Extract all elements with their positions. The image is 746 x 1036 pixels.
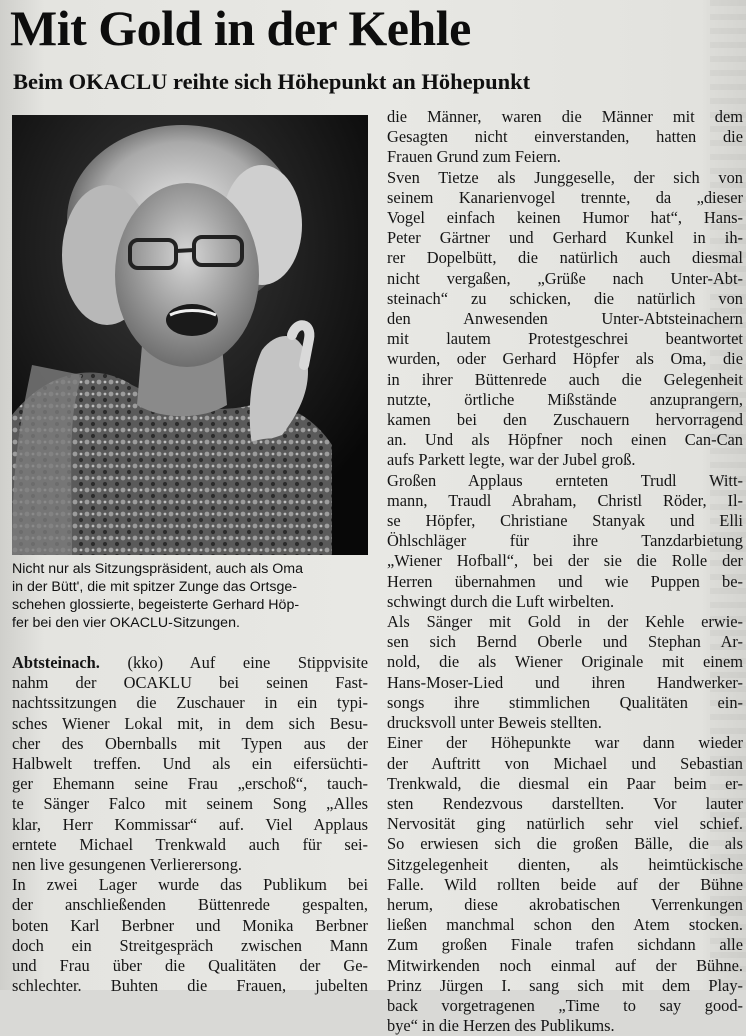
article-body-right-column xyxy=(387,107,743,1036)
body-line: sen sich Bernd Oberle und Stephan Ar- xyxy=(387,632,743,652)
body-line xyxy=(12,653,368,673)
body-line: schlechter. Buhten die Frauen, jubelten xyxy=(12,976,368,996)
caption-line: in der Bütt', die mit spitzer Zunge das Ortsge- xyxy=(12,579,298,595)
body-line: te Sänger Falco mit seinem Song „Alles xyxy=(12,794,368,814)
photo-performer-icon xyxy=(12,115,368,555)
body-line: wurden, oder Gerhard Höpfer als Oma, die xyxy=(387,349,743,369)
body-line: Peter Gärtner und Gerhard Kunkel in ih- xyxy=(387,228,743,248)
body-line: nold, die als Wiener Originale mit einem xyxy=(387,652,743,672)
body-line: nutzte, örtliche Mißstände anzuprangern, xyxy=(387,389,743,409)
caption-line: fer bei den vier OKACLU-Sitzungen. xyxy=(12,615,240,631)
body-line: der anschließenden Büttenrede gespalten, xyxy=(12,895,368,915)
body-line: Gesagten nicht einverstanden, hatten die xyxy=(387,127,743,147)
body-line: erntete Michael Trenkwald auch für sei- xyxy=(12,834,368,854)
body-line: „Wiener Hofball“, bei der sie die Rolle der xyxy=(387,551,743,571)
body-line: back vorgetragenen „Time to say good- xyxy=(387,995,743,1015)
body-line: mann, Traudl Abraham, Christl Röder, Il- xyxy=(387,490,743,510)
body-line: Vogel einfach keinen Humor hat“, Hans- xyxy=(387,208,743,228)
body-line: Hans-Moser-Lied und ihren Handwerker- xyxy=(387,672,743,692)
body-line: an. Und als Höpfner noch einen Can-Can xyxy=(387,430,743,450)
body-line: klar, Herr Kommissar“ auf. Viel Applaus xyxy=(12,814,368,834)
body-line: Nervosität ging natürlich sehr viel schief. xyxy=(387,814,743,834)
body-line: steinach“ zu schicken, die natürlich von xyxy=(387,288,743,308)
body-line: Prinz Jürgen I. sang sich mit dem Play- xyxy=(387,975,743,995)
body-line: Zum großen Finale trafen sichdann alle xyxy=(387,935,743,955)
body-line: Als Sänger mit Gold in der Kehle erwie- xyxy=(387,612,743,632)
article-photo xyxy=(12,115,368,555)
body-line: Sitzgelegenheit dienten, als heimtückische xyxy=(387,854,743,874)
body-line: nachtssitzungen die Zuschauer in ein typi- xyxy=(12,693,368,713)
body-line: ger Ehemann seine Frau „erschoß“, tauch- xyxy=(12,774,368,794)
body-line: Einer der Höhepunkte war dann wieder xyxy=(387,733,743,753)
body-line: cher des Obernballs mit Typen aus der xyxy=(12,733,368,753)
body-line: und Frau über die Qualitäten der Ge- xyxy=(12,956,368,976)
body-line-text: (kko) Auf eine Stippvisite xyxy=(99,653,368,672)
body-line: Sven Tietze als Junggeselle, der sich von xyxy=(387,167,743,187)
article-body-left-column xyxy=(12,653,368,996)
body-line: nahm der OCAKLU bei seinen Fast- xyxy=(12,673,368,693)
body-line: nen live gesungenen Verlierersong. xyxy=(12,855,243,875)
body-line: In zwei Lager wurde das Publikum bei xyxy=(12,875,368,895)
body-line: Falle. Wild rollten beide auf der Bühne xyxy=(387,874,743,894)
body-line: Großen Applaus ernteten Trudl Witt- xyxy=(387,470,743,490)
body-line: songs ihre stimmlichen Qualitäten ein- xyxy=(387,692,743,712)
dateline: Abtsteinach. xyxy=(12,653,100,672)
body-line: Halbwelt treffen. Und als ein eifersüchti- xyxy=(12,754,368,774)
body-line: boten Karl Berbner und Monika Berbner xyxy=(12,915,368,935)
body-line: den Anwesenden Unter-Abtsteinachern xyxy=(387,309,743,329)
body-line: nicht vergaßen, „Grüße nach Unter-Abt- xyxy=(387,268,743,288)
body-line: die Männer, waren die Männer mit dem xyxy=(387,107,743,126)
body-line: bye“ in die Herzen des Publikums. xyxy=(387,1016,615,1036)
body-line: se Höpfer, Christiane Stanyak und Elli xyxy=(387,511,743,531)
body-line: Frauen Grund zum Feiern. xyxy=(387,147,561,167)
body-line: doch ein Streitgespräch zwischen Mann xyxy=(12,935,368,955)
body-line: ließen manchmal schon den Atem stocken. xyxy=(387,915,743,935)
headline: Mit Gold in der Kehle xyxy=(10,0,471,56)
body-line: herum, diese akrobatischen Verrenkungen xyxy=(387,894,743,914)
caption-line: schehen glossierte, begeisterte Gerhard Höp- xyxy=(12,597,300,613)
body-line: sten Rendezvous darstellten. Vor lauter xyxy=(387,793,743,813)
body-line: seinem Kanarienvogel trennte, da „dieser xyxy=(387,187,743,207)
body-line: So erwiesen sich die großen Bälle, die als xyxy=(387,834,743,854)
body-line: drucksvoll unter Beweis stellten. xyxy=(387,713,602,733)
body-line: Trenkwald, die diesmal ein Paar beim er- xyxy=(387,773,743,793)
body-line: mit lautem Protestgeschrei beantwortet xyxy=(387,329,743,349)
body-line: kamen bei den Zuschauern hervorragend xyxy=(387,410,743,430)
body-line: schwingt durch die Luft wirbelten. xyxy=(387,591,615,611)
subheadline: Beim OKACLU reihte sich Höhepunkt an Höhepunkt xyxy=(13,69,531,94)
body-line: der Auftritt von Michael und Sebastian xyxy=(387,753,743,773)
body-line: Öhlschläger für ihre Tanzdarbietung xyxy=(387,531,743,551)
photo-caption xyxy=(12,560,368,632)
body-line: aufs Parkett legte, war der Jubel groß. xyxy=(387,450,636,470)
body-line: Herren übernahmen und wie Puppen be- xyxy=(387,571,743,591)
body-line: in ihrer Büttenrede auch die Gelegenheit xyxy=(387,369,743,389)
caption-line: Nicht nur als Sitzungspräsident, auch als Oma xyxy=(12,561,303,577)
body-line: Mitwirkenden noch einmal auf der Bühne. xyxy=(387,955,743,975)
body-line: rer Dopelbütt, die natürlich auch diesmal xyxy=(387,248,743,268)
body-line: sches Wiener Lokal mit, in dem sich Besu- xyxy=(12,713,368,733)
